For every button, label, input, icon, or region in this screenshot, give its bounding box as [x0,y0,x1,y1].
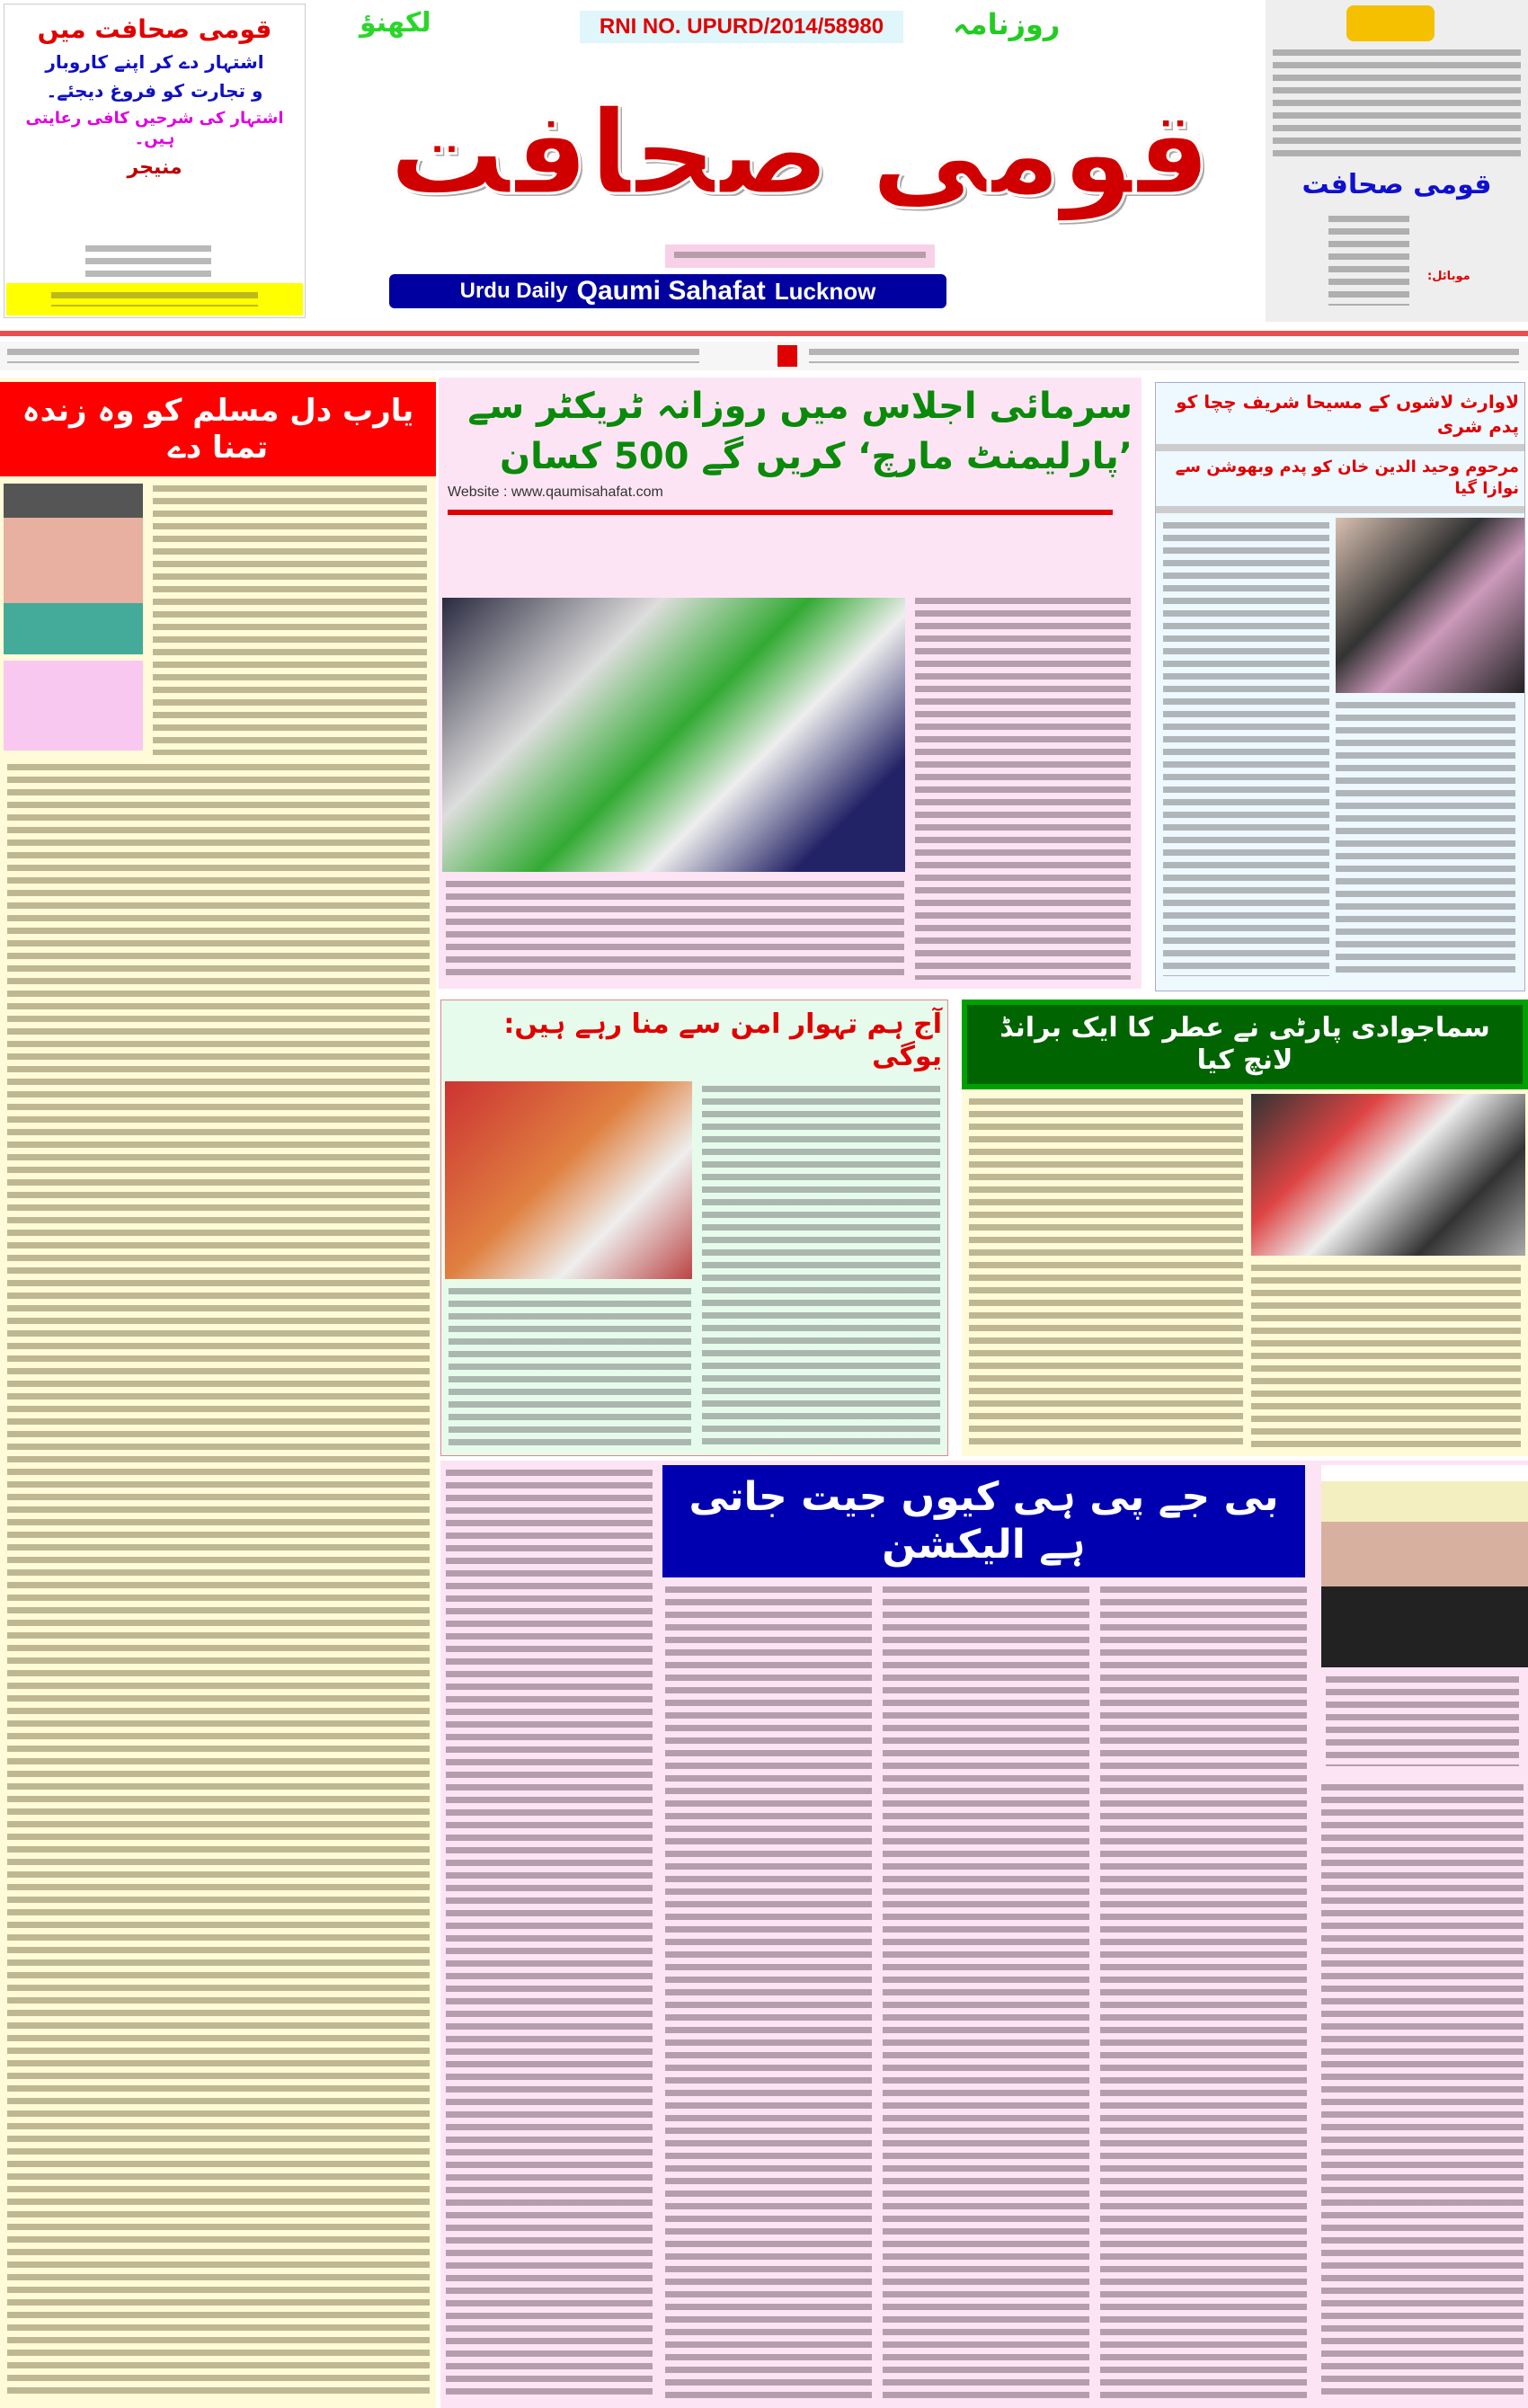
bjp-headline: بی جے پی ہی کیوں جیت جاتی ہے الیکشن [662,1465,1305,1577]
bjp-col-1 [665,1586,872,2400]
website-label: Website : www.qaumisahafat.com [448,484,663,500]
ad-line-2: اشتہار دے کر اپنے کاروبار [45,51,264,73]
yogi-text-bottom [449,1288,691,1445]
main-headline-1: سرمائی اجلاس میں روزانہ ٹریکٹر سے [467,386,1133,427]
main-story-text-bottom [446,881,904,980]
sp-story [962,1000,1528,1456]
right-info-text [1273,49,1521,157]
ad-line-1: قومی صحافت میں [37,14,272,44]
sp-text-bottom [1251,1265,1521,1449]
ad-line-3: و تجارت کو فروغ دیجئے۔ [46,80,263,102]
yogi-headline: آج ہم تہوار امن سے منا رہے ہیں: یوگی [503,1009,942,1072]
date-strip [0,342,1528,370]
padma-photo [1336,518,1524,693]
columnist-byline [1326,1676,1519,1766]
main-headline-group [448,383,1133,588]
left-ad-box [4,4,306,318]
bjp-col-3 [1100,1586,1307,2400]
rni-number: RNI NO. UPURD/2014/58980 [580,11,903,43]
padma-headline-2: مرحوم وحید الدین خان کو پدم وبھوشن سے نوازا گیا [1156,451,1524,513]
padma-text-bottom [1336,702,1515,976]
ad-line-5: منیجر [127,155,182,179]
banner-name: Qaumi Sahafat [576,276,766,306]
left-column [0,378,436,2408]
padma-headline-group [1156,383,1524,513]
banner-prefix: Urdu Daily [459,279,568,303]
columnist-photo-2 [1321,1465,1528,1667]
left-article-body [7,764,430,2400]
sp-text [969,1098,1243,1449]
strip-marker [777,345,797,367]
main-story [439,378,1142,989]
columnist-name-box [4,661,143,751]
ad-yellow-strip [6,283,303,315]
yogi-story [440,1000,948,1456]
mobile-label: موبائل: [1427,270,1470,283]
bjp-col-4 [1321,1784,1524,2400]
padma-story [1155,382,1525,991]
main-story-text-right [915,598,1131,980]
bjp-side-column [446,1470,653,2400]
headline-rule [448,510,1113,515]
city-label: لکھنؤ [360,7,431,39]
farmers-photo [442,598,905,872]
left-article-text [153,485,427,755]
sp-headline: سماجوادی پارٹی نے عطر کا ایک برانڈ لانچ کیا [962,1000,1528,1089]
padma-headline-1: لاوارث لاشوں کے مسیحا شریف چچا کو پدم شری [1156,383,1524,451]
main-headline-2: ’پارلیمنٹ مارچ‘ کریں گے 500 کسان [499,436,1133,477]
yogi-photo [445,1081,692,1279]
english-banner [389,274,946,308]
sp-photo [1251,1094,1525,1256]
header-rule [0,331,1528,336]
badge-icon [1346,5,1435,41]
ad-line-4: اشتہار کی شرحیں کافی رعایتی ہیں۔ [25,109,284,149]
masthead-title: قومی صحافت [388,84,1212,221]
ad-contact-text [85,245,211,278]
padma-text [1163,522,1329,976]
right-info-box [1266,0,1528,322]
daily-label: روزنامہ [953,7,1061,41]
bjp-col-2 [883,1586,1089,2400]
right-contact-text [1328,216,1409,306]
yogi-text-right [702,1086,940,1445]
right-box-title: قومی صحافت [1301,169,1492,200]
banner-city: Lucknow [774,277,876,305]
bjp-story [440,1461,1528,2408]
left-headline: یارب دل مسلم کو وہ زندہ تمنا دے [0,382,436,476]
website-strip [665,244,935,268]
columnist-photo [4,484,143,654]
